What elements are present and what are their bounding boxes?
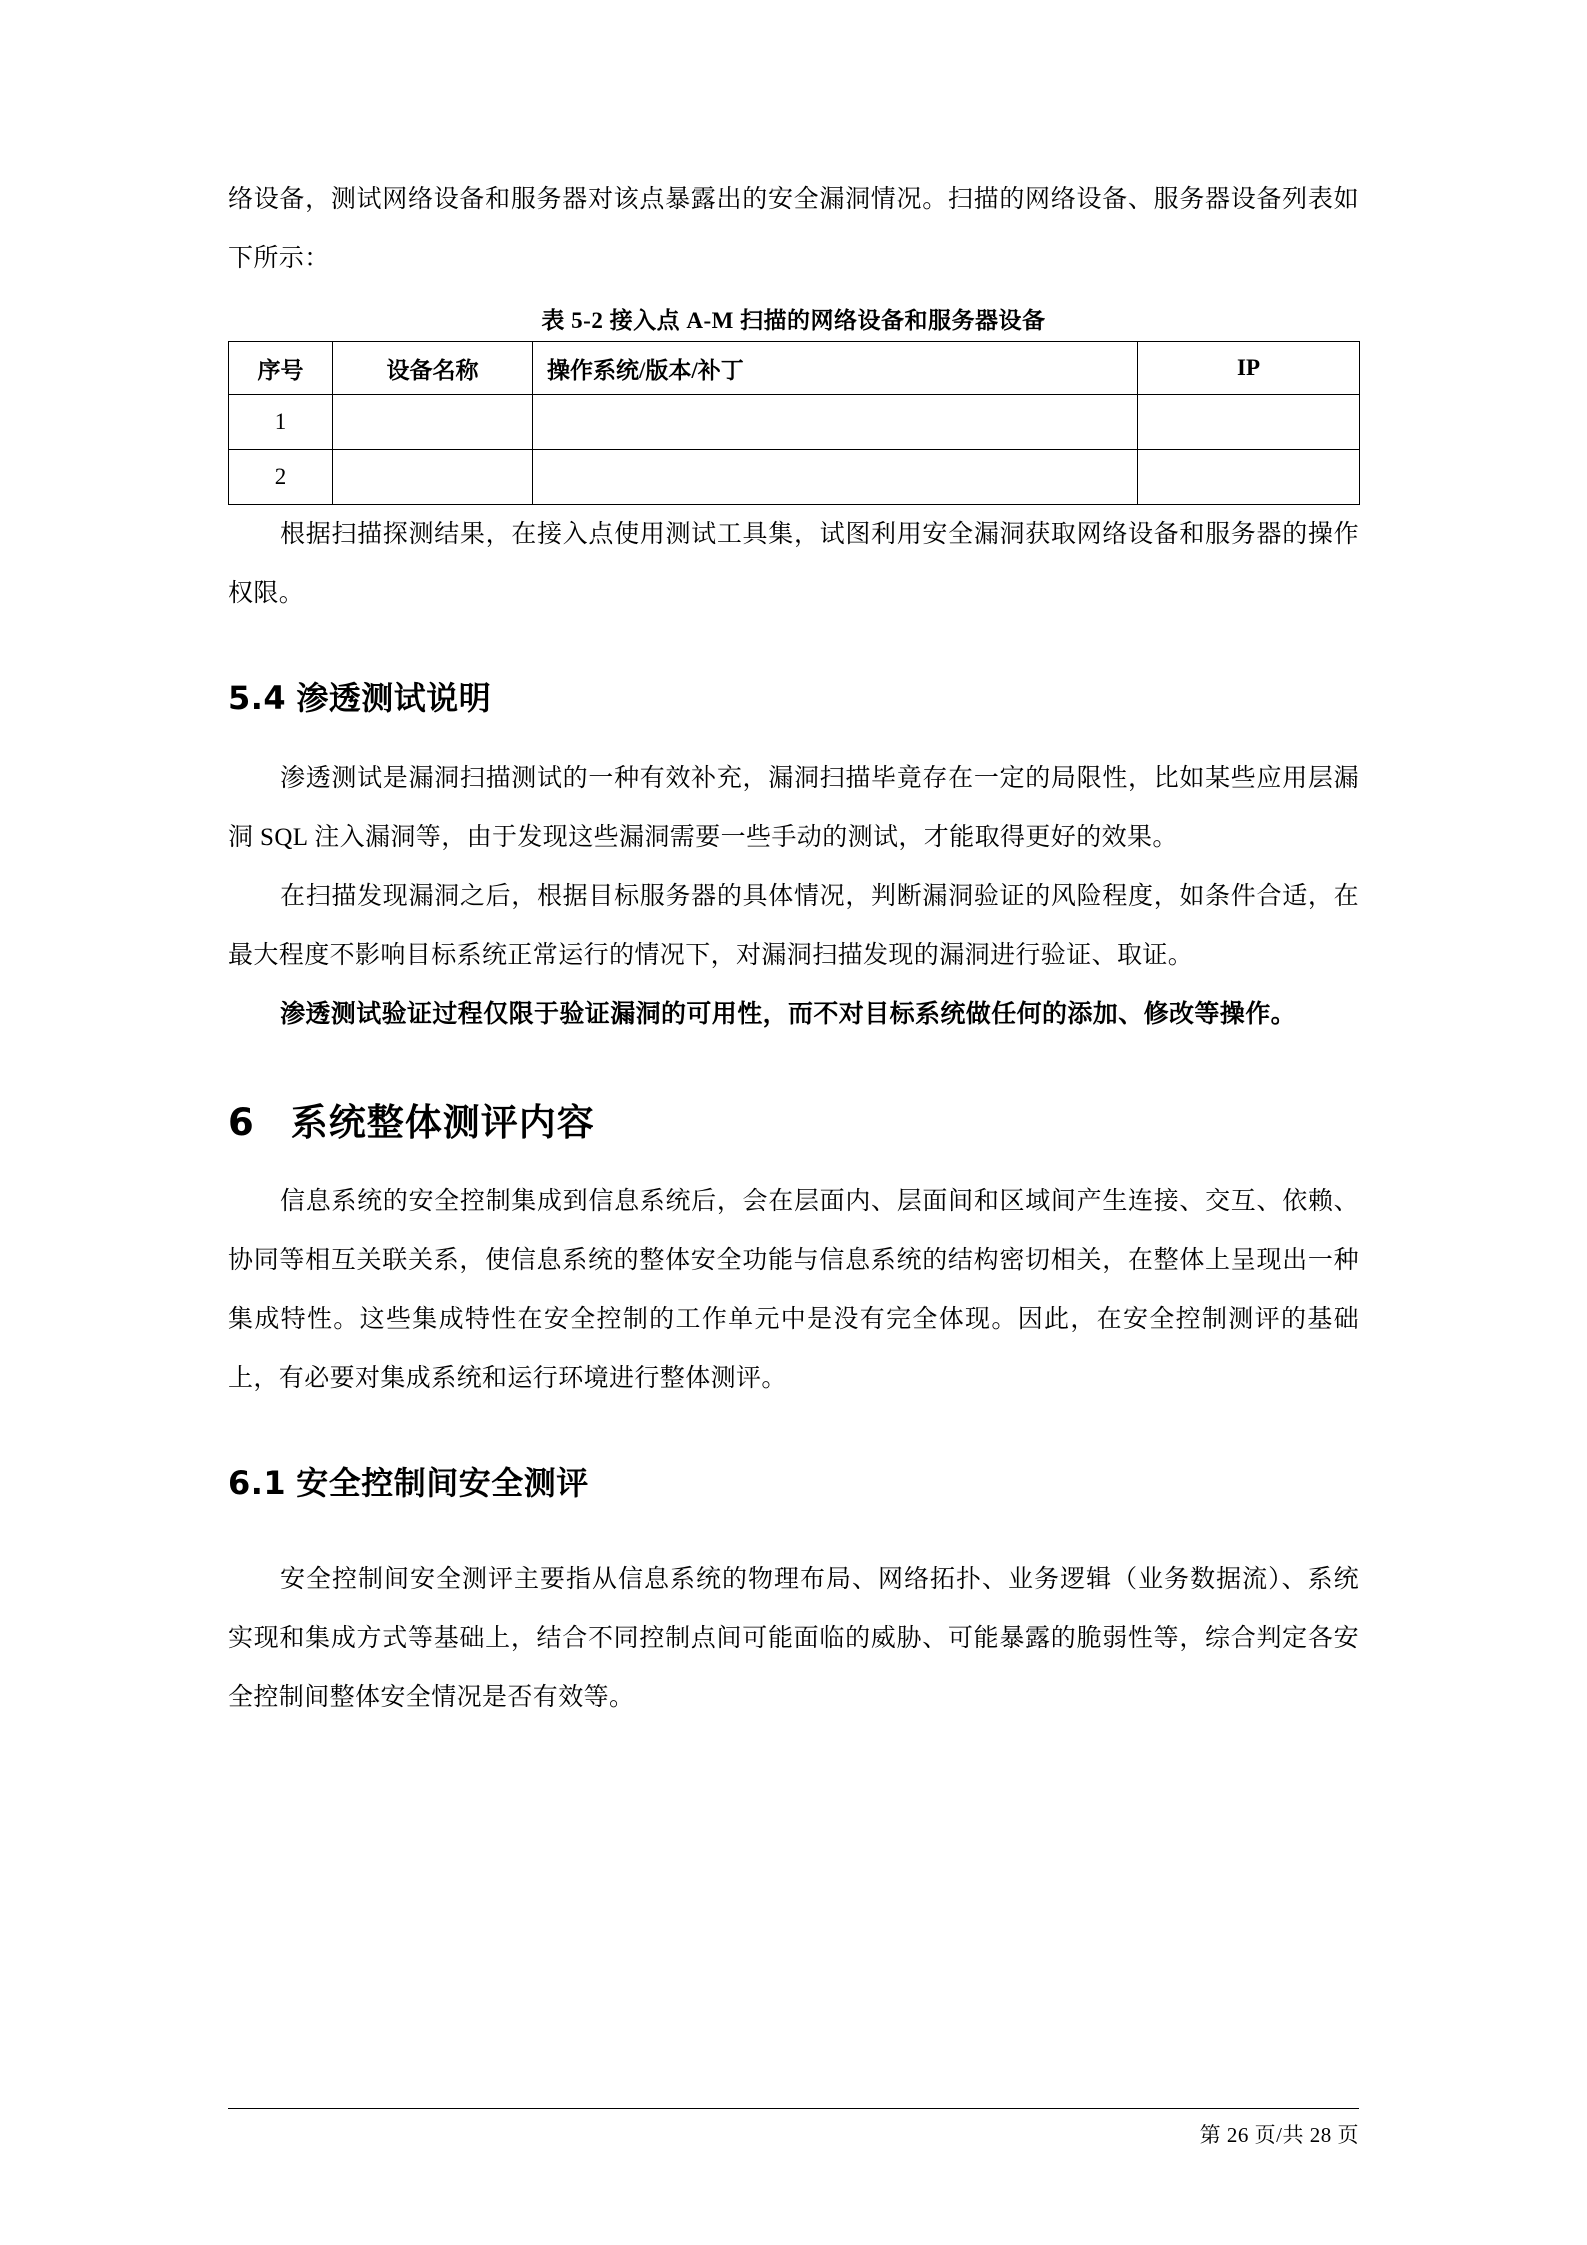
table-cell-os bbox=[533, 395, 1138, 450]
heading-5-4-text: 渗透测试说明 bbox=[296, 679, 492, 717]
footer-divider bbox=[228, 2108, 1359, 2109]
paragraph-pentest-3: 渗透测试验证过程仅限于验证漏洞的可用性，而不对目标系统做任何的添加、修改等操作。 bbox=[280, 1001, 1297, 1028]
table-row bbox=[229, 450, 1360, 505]
table-header-device-name: 设备名称 bbox=[333, 342, 533, 395]
table-cell-os bbox=[533, 450, 1138, 505]
heading-5-4-number: 5.4 bbox=[228, 679, 287, 717]
table-cell-device-name bbox=[333, 395, 533, 450]
table-header-ip: IP bbox=[1138, 342, 1360, 395]
paragraph-control-eval: 安全控制间安全测评主要指从信息系统的物理布局、网络拓扑、业务逻辑（业务数据流）、系统实现和集成方式等基础上，结合不同控制点间可能面临的威胁、可能暴露的脆弱性等，综合判定各安全控制间整体安全情况是否有效等。 bbox=[228, 1566, 1359, 1711]
table-caption: 表 5-2 接入点 A-M 扫描的网络设备和服务器设备 bbox=[541, 308, 1046, 333]
table-header-row bbox=[229, 342, 1360, 395]
table-cell-ip bbox=[1138, 450, 1360, 505]
page-footer bbox=[228, 2108, 1359, 2149]
table-header-os: 操作系统/版本/补丁 bbox=[533, 342, 1138, 395]
paragraph-intro: 络设备，测试网络设备和服务器对该点暴露出的安全漏洞情况。扫描的网络设备、服务器设备列表如下所示： bbox=[228, 186, 1359, 272]
paragraph-scan-result: 根据扫描探测结果，在接入点使用测试工具集，试图利用安全漏洞获取网络设备和服务器的操作权限。 bbox=[228, 521, 1359, 607]
table-row bbox=[229, 395, 1360, 450]
page-number: 第 26 页/共 28 页 bbox=[1199, 2123, 1359, 2147]
heading-6-1 bbox=[228, 1458, 1359, 1504]
heading-6-number: 6 bbox=[228, 1101, 255, 1144]
paragraph-overall-eval: 信息系统的安全控制集成到信息系统后，会在层面内、层面间和区域间产生连接、交互、依赖、协同等相互关联关系，使信息系统的整体安全功能与信息系统的结构密切相关，在整体上呈现出一种集成特性。这些集成特性在安全控制的工作单元中是没有完全体现。因此，在安全控制测评的基础上，有必要对集成系统和运行环境进行整体测评。 bbox=[228, 1188, 1359, 1392]
table-cell-index: 1 bbox=[229, 395, 333, 450]
heading-6-text: 系统整体测评内容 bbox=[290, 1101, 595, 1144]
heading-6-1-text: 安全控制间安全测评 bbox=[296, 1464, 589, 1502]
device-table bbox=[228, 341, 1360, 505]
table-header-index: 序号 bbox=[229, 342, 333, 395]
heading-5-4 bbox=[228, 673, 1359, 719]
heading-6-1-number: 6.1 bbox=[228, 1464, 287, 1502]
heading-6 bbox=[228, 1092, 1359, 1146]
paragraph-pentest-2: 在扫描发现漏洞之后，根据目标服务器的具体情况，判断漏洞验证的风险程度，如条件合适，在最大程度不影响目标系统正常运行的情况下，对漏洞扫描发现的漏洞进行验证、取证。 bbox=[228, 883, 1359, 969]
table-cell-ip bbox=[1138, 395, 1360, 450]
table-cell-device-name bbox=[333, 450, 533, 505]
table-cell-index: 2 bbox=[229, 450, 333, 505]
paragraph-pentest-1: 渗透测试是漏洞扫描测试的一种有效补充，漏洞扫描毕竟存在一定的局限性，比如某些应用层漏洞 SQL 注入漏洞等，由于发现这些漏洞需要一些手动的测试，才能取得更好的效果。 bbox=[228, 765, 1359, 851]
